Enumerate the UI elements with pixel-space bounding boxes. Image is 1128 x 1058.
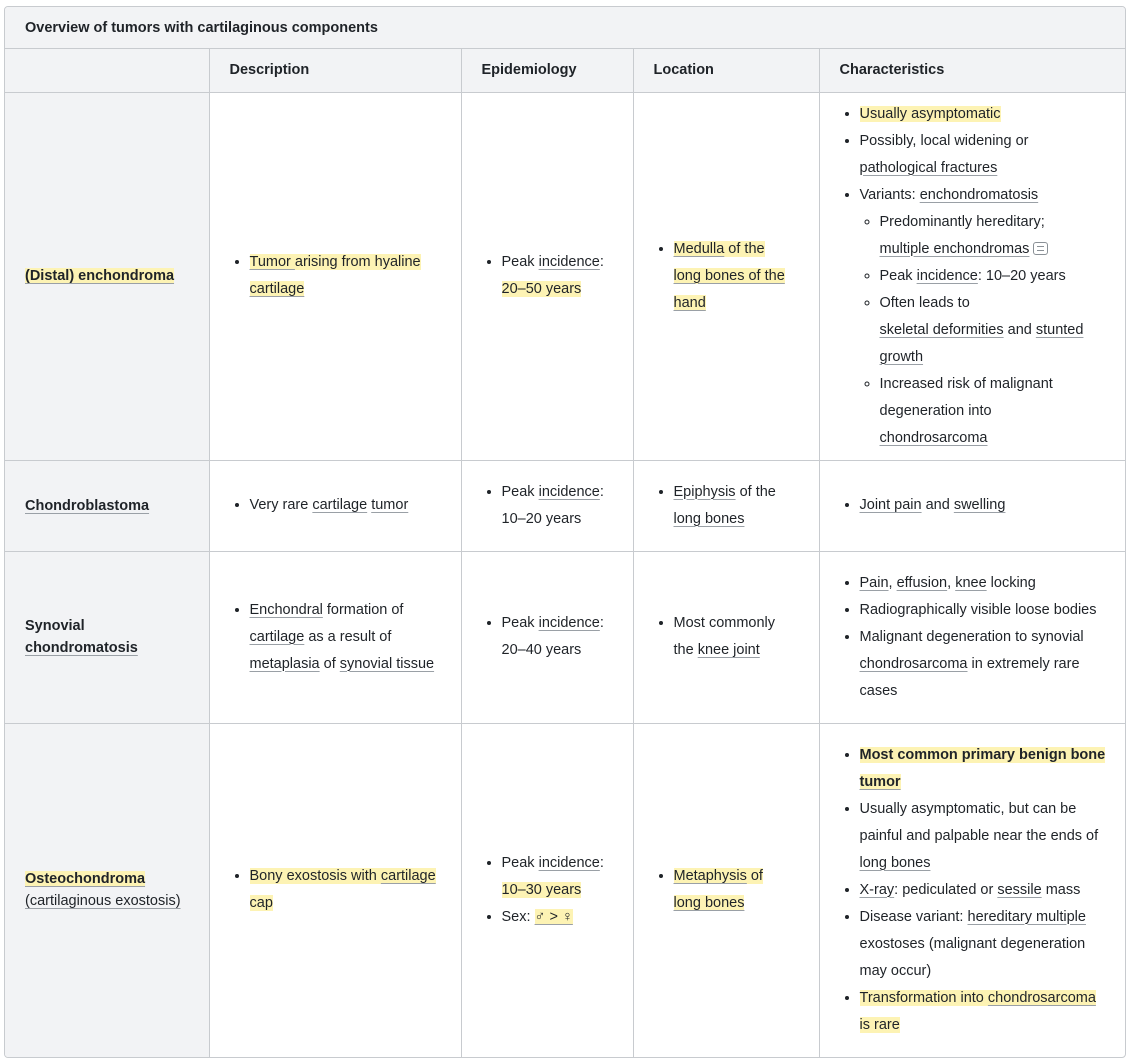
list-item: • Peak incidence: 20–50 years: [502, 249, 619, 303]
term-link[interactable]: hereditary multiple: [967, 908, 1086, 925]
term-link[interactable]: knee: [955, 574, 987, 591]
header-description: Description: [209, 49, 461, 92]
list-item: • Sex: ♂ > ♀: [502, 904, 619, 931]
cell-characteristics: [819, 551, 1125, 723]
term-link[interactable]: incidence: [538, 254, 600, 270]
term-link[interactable]: (cartilaginous exostosis): [25, 893, 181, 909]
term-link[interactable]: Epiphysis: [673, 483, 736, 500]
term-link[interactable]: skeletal deformities: [879, 321, 1004, 338]
note-icon[interactable]: [1033, 242, 1048, 255]
term-link[interactable]: long bones: [673, 510, 745, 527]
term-link[interactable]: Tumor: [249, 254, 295, 270]
term-link[interactable]: Chondroblastoma: [25, 497, 150, 514]
term-link[interactable]: swelling: [953, 497, 1006, 513]
row-name-enchondroma: [5, 92, 209, 460]
term-link[interactable]: hand: [673, 294, 706, 311]
list-item: • Usually asymptomatic, but can be painful and palpable near the ends of long bones: [860, 796, 1112, 877]
cell-location: [633, 460, 819, 551]
list-item: • Medulla of the long bones of the hand: [674, 236, 805, 317]
term-link[interactable]: synovial tissue: [339, 655, 435, 672]
term-link[interactable]: effusion: [896, 574, 948, 591]
term-link[interactable]: pathological fractures: [859, 159, 998, 176]
list-item: • Usually asymptomatic: [860, 101, 1112, 128]
term-link[interactable]: cartilage: [312, 497, 368, 513]
cell-description: [209, 460, 461, 551]
list-item: • Very rare cartilage tumor: [250, 492, 447, 519]
term-link[interactable]: (Distal) enchondroma: [25, 268, 175, 284]
cell-description: [209, 92, 461, 460]
list-item: ◦ Peak incidence: 10–20 years: [880, 263, 1112, 290]
list-item: • Disease variant: hereditary multiple exostoses (malignant degeneration may occur): [860, 904, 1112, 985]
list-item: • Pain, effusion, knee locking: [860, 570, 1112, 597]
list-item: ◦ Predominantly hereditary; multiple enchondromas: [880, 209, 1112, 263]
list-item: • Most common primary benign bone tumor: [860, 742, 1112, 796]
term-link[interactable]: incidence: [538, 483, 600, 500]
cell-characteristics: [819, 92, 1125, 460]
list-item: • Tumor arising from hyaline cartilage: [250, 249, 447, 303]
term-link[interactable]: ♂ > ♀: [534, 908, 573, 925]
list-item: • X-ray: pediculated or sessile mass: [860, 877, 1112, 904]
term-link[interactable]: Metaphysis: [673, 868, 747, 884]
row-name-chondroblastoma: [5, 460, 209, 551]
term-link[interactable]: enchondromatosis: [919, 186, 1039, 203]
term-link[interactable]: stunted growth: [879, 321, 1084, 365]
list-item: ◦ Increased risk of malignant degeneration into chondrosarcoma: [880, 371, 1112, 452]
header-row: [5, 49, 1125, 92]
table-row: [5, 92, 1125, 460]
table-row: [5, 551, 1125, 723]
list-item: • Radiographically visible loose bodies: [860, 597, 1112, 624]
term-link[interactable]: Pain: [859, 574, 889, 591]
cell-characteristics: [819, 723, 1125, 1057]
list-item: • Transformation into chondrosarcoma is rare: [860, 985, 1112, 1039]
term-link[interactable]: cartilage: [249, 628, 305, 645]
list-item: • Enchondral formation of cartilage as a result of metaplasia of synovial tissue: [250, 597, 447, 678]
term-link[interactable]: Joint pain: [859, 497, 922, 513]
list-item: • Possibly, local widening or pathological fractures: [860, 128, 1112, 182]
term-link[interactable]: chondrosarcoma: [859, 655, 968, 672]
row-name-synovial-chondromatosis: Synovial chondromatosis: [5, 551, 209, 723]
term-link[interactable]: metaplasia: [249, 655, 320, 672]
term-link[interactable]: sessile: [997, 881, 1042, 898]
header-characteristics: Characteristics: [819, 49, 1125, 92]
header-epidemiology: Epidemiology: [461, 49, 633, 92]
list-item: • Joint pain and swelling: [860, 492, 1112, 519]
cell-location: [633, 723, 819, 1057]
list-item: • Peak incidence: 10–30 years: [502, 850, 619, 904]
term-link[interactable]: Osteochondroma: [25, 871, 146, 887]
term-link[interactable]: chondromatosis: [25, 640, 138, 656]
table-row: [5, 723, 1125, 1057]
term-link[interactable]: multiple enchondromas: [879, 240, 1030, 257]
header-location: Location: [633, 49, 819, 92]
header-corner: [5, 49, 209, 92]
cell-epidemiology: [461, 92, 633, 460]
table: [5, 49, 1125, 1057]
list-item: • Variants: enchondromatosis ◦ Predominantly hereditary; multiple enchondromas ◦ Peak incidence: 10–20 years ◦ Often leads to skeletal deformities and stunted growth ◦ Increased risk of malignant degeneration into chondrosarcoma: [860, 182, 1112, 452]
term-link[interactable]: long bones: [673, 895, 745, 911]
term-link[interactable]: incidence: [538, 854, 600, 871]
list-item: • Malignant degeneration to synovial chondrosarcoma in extremely rare cases: [860, 624, 1112, 705]
term-link[interactable]: chondrosarcoma: [987, 989, 1096, 1006]
term-link[interactable]: knee joint: [697, 642, 760, 658]
tumor-overview-table: [4, 6, 1126, 1058]
list-item: • Epiphysis of the long bones: [674, 479, 805, 533]
term-link[interactable]: incidence: [538, 615, 600, 631]
cell-characteristics: [819, 460, 1125, 551]
term-link[interactable]: long bones: [859, 854, 931, 871]
term-link[interactable]: tumor: [859, 773, 901, 790]
term-link[interactable]: X-ray: [859, 881, 895, 898]
term-link[interactable]: Medulla: [673, 240, 725, 257]
term-link[interactable]: cartilage: [249, 281, 305, 297]
list-item: ◦ Often leads to skeletal deformities and stunted growth: [880, 290, 1112, 371]
table-row: [5, 460, 1125, 551]
list-item: • Peak incidence: 10–20 years: [502, 479, 619, 533]
term-link[interactable]: incidence: [916, 267, 978, 284]
term-link[interactable]: cartilage: [380, 868, 436, 884]
cell-description: [209, 551, 461, 723]
term-link[interactable]: tumor: [371, 497, 409, 513]
cell-location: [633, 92, 819, 460]
term-link[interactable]: long bones of the: [673, 267, 785, 284]
term-link[interactable]: chondrosarcoma: [879, 429, 988, 446]
cell-description: [209, 723, 461, 1057]
table-caption: Overview of tumors with cartilaginous components: [5, 7, 1125, 49]
cell-epidemiology: [461, 551, 633, 723]
list-item: • Metaphysis of long bones: [674, 863, 805, 917]
list-item: • Bony exostosis with cartilage cap: [250, 863, 447, 917]
list-item: • Most commonly the knee joint: [674, 610, 805, 664]
cell-epidemiology: [461, 460, 633, 551]
list-item: • Peak incidence: 20–40 years: [502, 610, 619, 664]
row-name-osteochondroma: [5, 723, 209, 1057]
cell-epidemiology: [461, 723, 633, 1057]
cell-location: [633, 551, 819, 723]
term-link[interactable]: Enchondral: [249, 601, 323, 618]
